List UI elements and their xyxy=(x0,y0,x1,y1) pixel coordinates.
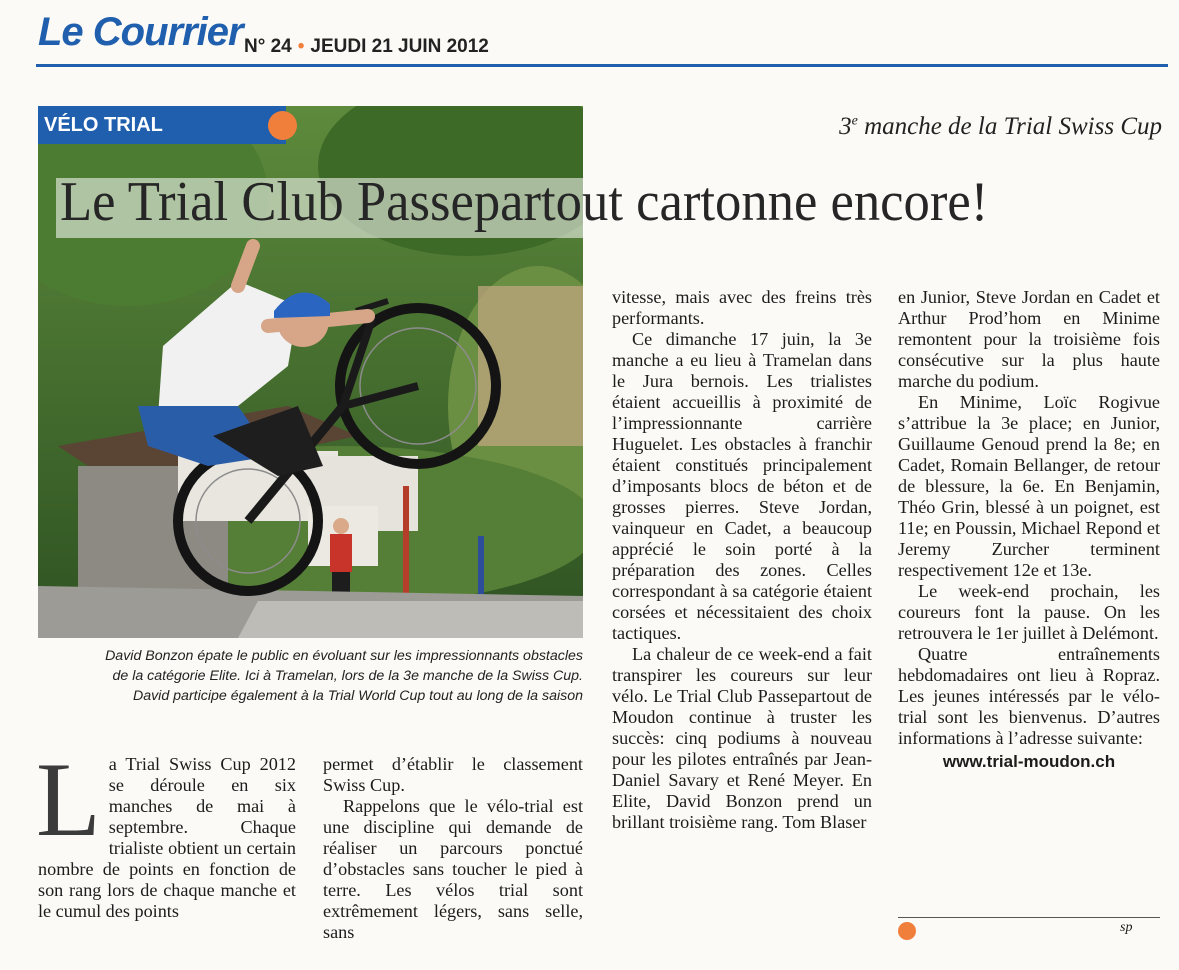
caption-line: David participe également à la Trial World Cup tout au long de la saison xyxy=(132,688,583,704)
article-headline: Le Trial Club Passepartout cartonne encore! xyxy=(60,171,989,233)
bullet-dot-icon: • xyxy=(297,36,305,57)
author-initials: sp xyxy=(1120,920,1133,935)
paragraph: en Junior, Steve Jordan en Cadet et Arthur Prod’hom en Minime remontent pour la troisième fois consécutive sur la plus haute marche du podium. xyxy=(898,287,1160,391)
column-4 xyxy=(898,287,1160,772)
column-2 xyxy=(323,754,583,943)
paragraph: En Minime, Loïc Rogivue s’attribue la 3e place; en Junior, Guillaume Genoud prend la 8e; en Cadet, Romain Bellanger, de retour de blessure, la 6e. En Benjamin, Théo Grin, blessé à un poignet, est 11e; en Poussin, Michael Repond et Jeremy Zurcher terminent respectivement 12e et 13e. xyxy=(898,392,1160,580)
kicker-number: 3 xyxy=(839,113,852,140)
newspaper-logo: Le Courrier xyxy=(38,10,243,54)
drop-cap: L xyxy=(36,741,101,858)
paragraph: a Trial Swiss Cup 2012 se déroule en six manches de mai à septembre. Chaque trialiste obtient un certain nombre de points en fonction de son rang lors de chaque manche et le cumul des points xyxy=(38,754,296,921)
end-rule xyxy=(898,917,1160,918)
paragraph: Le week-end prochain, les coureurs font la pause. On les retrouvera le 1er juillet à Delémont. xyxy=(898,581,1160,643)
caption-line: de la catégorie Elite. Ici à Tramelan, lors de la 3e manche de la Swiss Cup. xyxy=(112,668,583,684)
kicker-superscript: e xyxy=(851,113,858,129)
caption-line: David Bonzon épate le public en évoluant sur les impressionnants obstacles xyxy=(105,648,583,664)
paragraph: Ce dimanche 17 juin, la 3e manche a eu lieu à Tramelan dans le Jura bernois. Les trialistes étaient accueillis à proximité de l’impressionnante carrière Huguelet. Les obstacles à franchir étaient constitués principalement d’imposants blocs de béton et de grosses pierres. Steve Jordan, vainqueur en Cadet, a beaucoup apprécié le soin porté à la préparation des zones. Celles correspondant à sa catégorie étaient corsées et nécessitaient des choix tactiques. xyxy=(612,329,872,643)
issue-line xyxy=(244,36,489,58)
paragraph: permet d’établir le classement Swiss Cup. xyxy=(323,754,583,795)
photo-caption xyxy=(38,646,583,706)
issue-number: N° 24 xyxy=(244,36,292,57)
paragraph: vitesse, mais avec des freins très performants. xyxy=(612,287,872,328)
column-1 xyxy=(36,741,296,922)
paragraph: La chaleur de ce week-end a fait transpirer les coureurs sur leur vélo. Le Trial Club Passepartout de Moudon continue à truster les succès: cinq podiums à nouveau pour les pilotes entraînés par Jean-Daniel Savary et René Meyer. En Elite, David Bonzon prend un brillant troisième rang. Tom Blaser xyxy=(612,644,872,832)
kicker-text: manche de la Trial Swiss Cup xyxy=(857,113,1162,140)
paragraph: Quatre entraînements hebdomadaires ont lieu à Ropraz. Les jeunes intéressés par le vélo-trial sont les bienvenus. D’autres informations à l’adresse suivante: xyxy=(898,644,1160,748)
issue-date: JEUDI 21 JUIN 2012 xyxy=(310,36,489,57)
rubric-dot-icon xyxy=(268,111,297,140)
website-link[interactable]: www.trial-moudon.ch xyxy=(942,752,1116,771)
article-kicker xyxy=(790,113,1162,141)
paragraph: Rappelons que le vélo-trial est une discipline qui demande de réaliser un parcours ponctué d’obstacles sans toucher le pied à terre. Les vélos trial sont extrêmement légers, sans selle, sans xyxy=(323,796,583,942)
end-dot-icon xyxy=(898,922,916,940)
section-rubric: VÉLO TRIAL xyxy=(38,106,286,144)
masthead-rule xyxy=(36,64,1168,67)
column-3 xyxy=(612,287,872,833)
